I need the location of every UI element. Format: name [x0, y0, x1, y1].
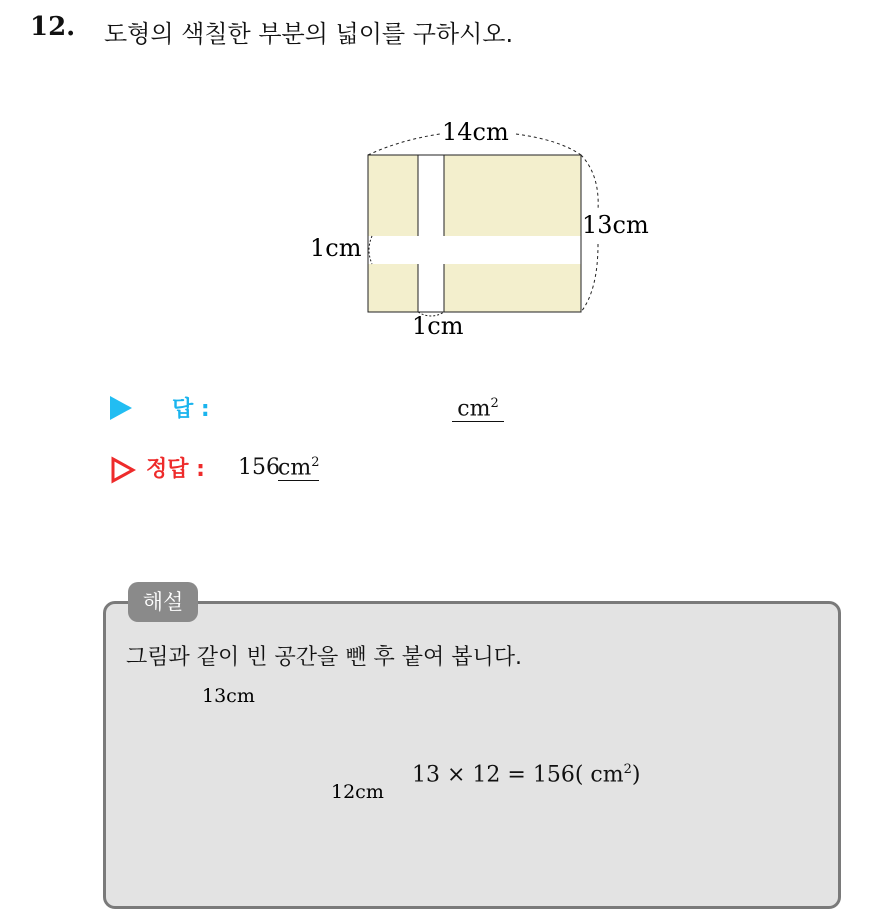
- correct-answer-row: [108, 452, 408, 488]
- question-text: 도형의 색칠한 부분의 넓이를 구하시오.: [104, 20, 514, 48]
- horizontal-strip: [368, 236, 581, 264]
- explanation-tab: 해설: [128, 582, 198, 622]
- figure-label-bottom: 1cm: [412, 312, 464, 340]
- play-arrow-icon: [110, 396, 132, 420]
- outlined-arrow-icon: [110, 456, 136, 484]
- shaded-region: [368, 155, 581, 312]
- figure-label-top: 14cm: [442, 118, 509, 146]
- figure-label-left: 1cm: [310, 234, 362, 262]
- exp-label-top: 13cm: [202, 685, 255, 707]
- vertical-strip: [418, 155, 444, 312]
- exp-label-right: 12cm: [331, 781, 384, 803]
- explanation-text: 그림과 같이 빈 공간을 뺀 후 붙여 봅니다.: [126, 645, 522, 670]
- correct-value: 156: [238, 455, 280, 480]
- correct-label: 정답 :: [146, 457, 205, 482]
- answer-unit: $cm^2$: [452, 396, 504, 422]
- explanation-formula: 13 × 12 = 156( $cm^2$): [412, 762, 641, 788]
- answer-label: 답 :: [172, 397, 210, 422]
- figure-label-right: 13cm: [582, 211, 649, 239]
- answer-row: [110, 392, 530, 428]
- correct-unit: $cm^2$: [278, 455, 320, 481]
- question-number: 12.: [30, 12, 76, 42]
